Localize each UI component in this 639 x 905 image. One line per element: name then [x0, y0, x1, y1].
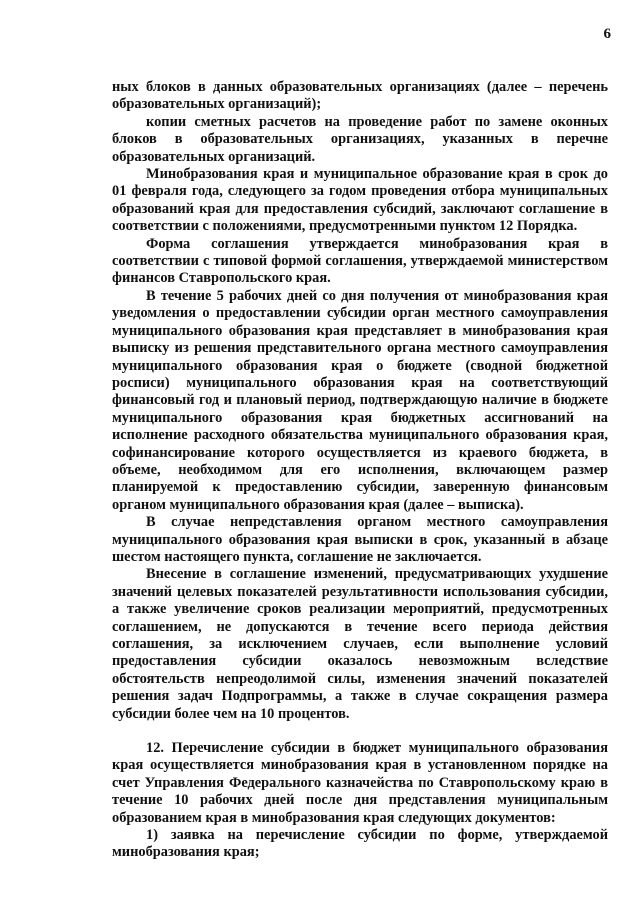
paragraph-agreement-form: Форма соглашения утверждается минобразования края в соответствии с типовой формой соглашения, утверждаемой министерством финансов Ставропольского края.: [112, 235, 608, 287]
paragraph-estimate-copies: копии сметных расчетов на проведение работ по замене оконных блоков в образовательных организациях, указанных в перечне образовательных организаций.: [112, 113, 608, 165]
paragraph-non-submission: В случае непредставления органом местного самоуправления муниципального образования края выписки в срок, указанный в абзаце шестом настоящего пункта, соглашение не заключается.: [112, 514, 608, 565]
paragraph-agreement-changes: Внесение в соглашение изменений, предусматривающих ухудшение значений целевых показателей результативности использования субсидии, а также увеличение сроков реализации мероприятий, предусмотренных соглашением, не допускаются в течение всего периода действия соглашения, за исключением случаев, если выполнение условий предоставления субсидии оказалось невозможным вследствие обстоятельств непреодолимой силы, изменения значений показателей решения задач Подпрограммы, а также в случае сокращения размера субсидии более чем на 10 процентов.: [112, 566, 608, 722]
paragraph-section-12: 12. Перечисление субсидии в бюджет муниципального образования края осуществляется минобразования края в установленном порядке на счет Управления Федерального казначейства по Ставропольскому краю в течение 10 рабочих дней после дня представления муниципальным образованием края в минобразования края следующих документов:: [112, 740, 608, 826]
document-body: [112, 79, 608, 862]
paragraph-list-continuation: ных блоков в данных образовательных организациях (далее – перечень образовательных организаций);: [112, 79, 608, 113]
page-number: 6: [603, 26, 611, 42]
paragraph-list-item-1: 1) заявка на перечисление субсидии по форме, утверждаемой минобразования края;: [112, 827, 608, 861]
paragraph-agreement-deadline: Минобразования края и муниципальное образование края в срок до 01 февраля года, следующего за годом проведения отбора муниципальных образований края для предоставления субсидий, заключают соглашение в соответствии с положениями, предусмотренными пунктом 12 Порядка.: [112, 166, 608, 235]
paragraph-budget-extract: В течение 5 рабочих дней со дня получения от минобразования края уведомления о предоставлении субсидии орган местного самоуправления муниципального образования края представляет в минобразования края выписку из решения представительного органа местного самоуправления муниципального образования края о бюджете (сводной бюджетной росписи) муниципального образования края на соответствующий финансовый год и плановый период, подтверждающую наличие в бюджете муниципального образования края бюджетных ассигнований на исполнение расходного обязательства муниципального образования края, софинансирование которого осуществляется из краевого бюджета, в объеме, необходимом для его исполнения, включающем размер планируемой к предоставлению субсидии, заверенную финансовым органом муниципального образования края (далее – выписка).: [112, 287, 608, 513]
